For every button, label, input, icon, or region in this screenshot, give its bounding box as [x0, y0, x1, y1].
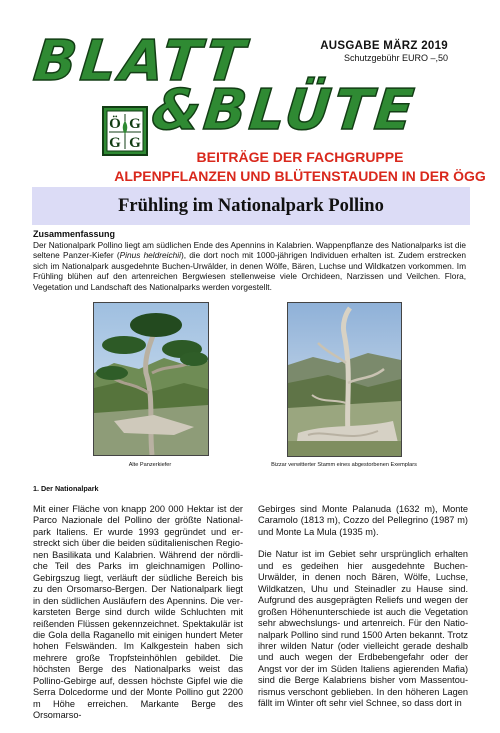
masthead-title-blatt: BLATT — [30, 29, 252, 94]
subtitle-line-2: ALPENPFLANZEN UND BLÜTENSTAUDEN IN DER ÖGG — [114, 168, 486, 184]
subtitle-line-1: BEITRÄGE DER FACHGRUPPE — [196, 149, 404, 165]
svg-text:G: G — [109, 135, 121, 151]
article-title: Frühling im Nationalpark Pollino — [118, 195, 384, 216]
caption-left: Alte Panzerkiefer — [128, 462, 172, 468]
summary-text-part1: Der Nationalpark Pollino liegt am südlichen Ende des Apennins in Kalabrien. Wappenpflanze des Nationalparks ist die seltene Panzer-Kiefer ( — [33, 240, 466, 261]
text-column-right — [258, 504, 468, 721]
masthead-title-bluete: &BLÜTE — [148, 78, 420, 143]
svg-text:Ö: Ö — [109, 116, 121, 132]
issue-date: AUSGABE MÄRZ 2019 — [320, 40, 448, 52]
article-title-banner — [32, 187, 470, 225]
column-left-paragraph-1: Mit einer Fläche von knapp 200 000 Hektar ist der Parco Nazionale del Pollino der größte Nationalpark Italiens. Er wurde 1993 gegründet und erstreckt sich über die beiden süditalienischen Regionen Basilikata und Kalabrien. Während der nördliche Teil des Parks im gleichnamigen Pollino-Gebirgszug liegt, verläuft der südliche Bereich bis zu den Orsomarso-Bergen. Der Nationalpark liegt in den südlichen Ausläufern des Apennins. Die verkarsteten Berge sind durch wilde Schluchten mit reißenden Flüssen gekennzeichnet. Spektakulär ist die Gola della Raganello mit einigen hundert Meter hohen Felswänden. Im Kalkgestein haben sich mehrere große Tropfsteinhöhlen gebildet. Die höchsten Berge des Nationalparks weist das Pollino-Gebirge auf, dessen höchste Gipfel wie die Serra Dolcedorme und der Monte Pollino gut 2200 m Höhe erreichen. Markante Berge des Orsomarso- — [33, 504, 243, 721]
masthead-subtitle — [110, 148, 490, 186]
masthead — [0, 0, 500, 184]
column-right-paragraph-1: Gebirges sind Monte Palanuda (1632 m), Monte Caramolo (1813 m), Cozzo del Pellegrino (1987 m) und Monte La Mula (1935 m). — [258, 504, 468, 537]
pine-tree-photo — [94, 303, 208, 455]
summary-heading: Zusammenfassung — [33, 229, 116, 239]
summary-species-name: Pinus heldreichii — [119, 250, 181, 261]
dead-trunk-photo — [288, 303, 401, 456]
section-heading: 1. Der Nationalpark — [33, 484, 99, 493]
issue-info — [320, 40, 448, 63]
issue-fee: Schutzgebühr EURO –,50 — [343, 53, 448, 63]
column-right-paragraph-2: Die Natur ist im Gebiet sehr ursprünglich erhalten und es gedeihen hier ausgedehnte Buchen-Urwälder, in denen noch Bären, Wölfe, Luchse, Wildkatzen, Uhu und Steinadler zu Hause sind. Aufgrund des ausgeprägten Reliefs und wegen der großen Höhenunterschiede ist auch die Vegetation sehr abwechslungs- und artenreich. Für den Nationalpark Pollino sind rund 1500 Arten bekannt. Trotz ihrer wilden Natur (oder vielleicht gerade deshalb und auch wegen der Erdbebengefahr oder der Angst vor der im Süden Italiens agierenden Mafia) sind die Berge Kalabriens bisher vom Massentourismus verschont geblieben. In den höheren Lagen fällt im Winter oft sehr viel Schnee, so dass dort in — [258, 549, 468, 709]
photo-dead-trunk — [287, 302, 402, 457]
svg-text:G: G — [129, 116, 141, 132]
summary-text — [33, 240, 466, 292]
text-column-left — [33, 504, 243, 733]
summary-text-part2: ), die dort noch mit 1000-jährigen Individuen erhalten ist. Zudem erstrecken sich im Nationalpark ausgedehnte Buchen-Urwälder, in denen Wölfe, Bären, Luchse und Wildkatzen vorkommen. Im Frühling blühen auf den artenreichen Bergwiesen stellenweise viele Orchideen, Narzissen und Veilchen. Flora, Vegetation und Landschaft des Nationalparks werden vorgestellt. — [33, 250, 467, 292]
svg-text:G: G — [129, 135, 141, 151]
photo-old-pine — [93, 302, 209, 456]
caption-right: Bizzar verwitterter Stamm eines abgestorbenen Exemplars — [271, 462, 417, 468]
